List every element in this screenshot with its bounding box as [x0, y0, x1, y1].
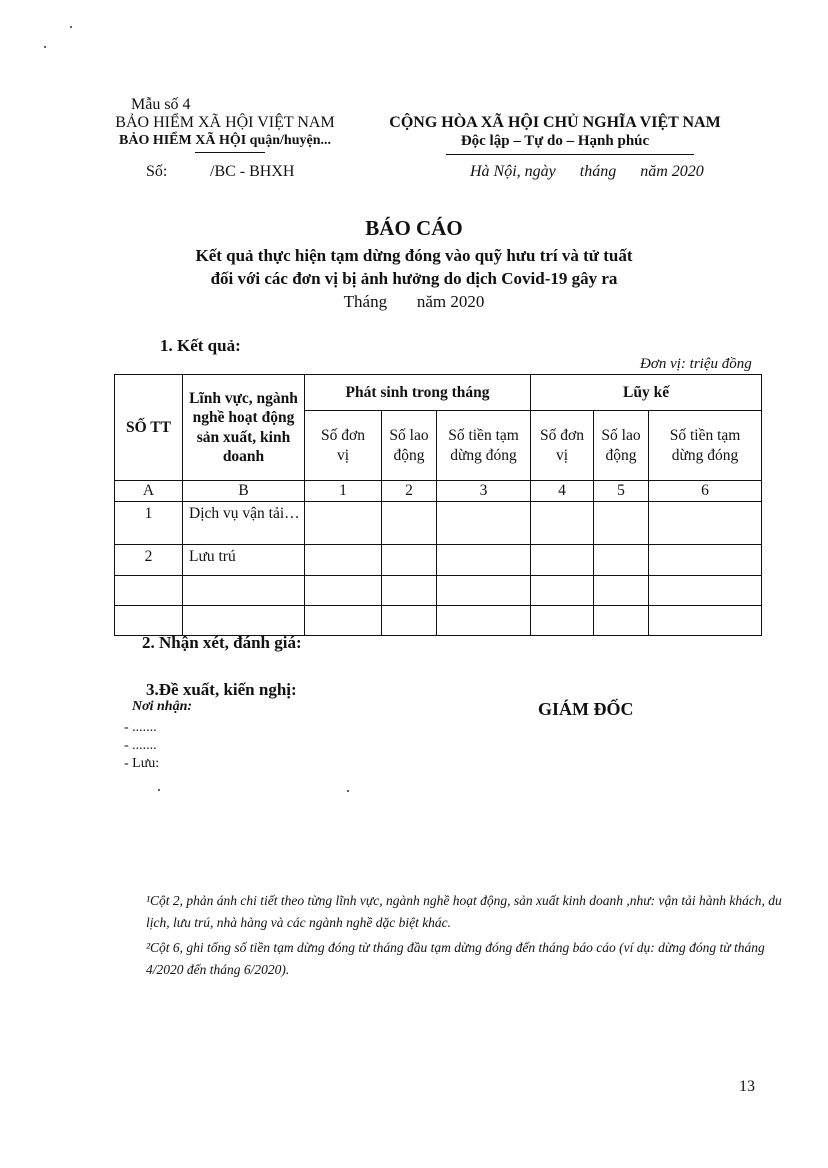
- index-cell: 2: [382, 481, 437, 502]
- row-field: Lưu trú: [183, 545, 305, 576]
- row-field: Dịch vụ vận tải…: [183, 502, 305, 545]
- recipients-label: Nơi nhận:: [132, 699, 193, 714]
- header-field: Lĩnh vực, ngành nghề hoạt động sản xuất, kinh doanh: [183, 375, 305, 481]
- data-cell: [305, 545, 382, 576]
- index-cell: 5: [594, 481, 649, 502]
- index-cell: 6: [649, 481, 762, 502]
- republic-name: CỘNG HÒA XÃ HỘI CHỦ NGHĨA VIỆT NAM: [389, 114, 721, 131]
- recipient-item: - .......: [124, 738, 157, 753]
- report-title: BÁO CÁO: [365, 216, 463, 240]
- results-table: [114, 374, 762, 636]
- header-month-units: Số đơn vị: [305, 411, 382, 481]
- report-period: Tháng năm 2020: [343, 292, 485, 311]
- data-cell: [305, 576, 382, 606]
- index-cell: 4: [531, 481, 594, 502]
- data-cell: [649, 545, 762, 576]
- data-cell: [437, 576, 531, 606]
- header-month-amount: Số tiền tạm dừng đóng: [437, 411, 531, 481]
- data-cell: [594, 606, 649, 636]
- table-row: [115, 606, 762, 636]
- data-cell: [382, 576, 437, 606]
- scan-speck: [158, 789, 160, 791]
- recipient-item: - Lưu:: [124, 756, 160, 771]
- header-stt: SỐ TT: [115, 375, 183, 481]
- doc-number-value: /BC - BHXH: [210, 163, 295, 180]
- row-stt: [115, 606, 183, 636]
- data-cell: [437, 502, 531, 545]
- scan-speck: [347, 790, 349, 792]
- data-cell: [594, 502, 649, 545]
- agency-underline: [195, 152, 265, 153]
- page-number: 13: [739, 1078, 755, 1095]
- index-cell: B: [183, 481, 305, 502]
- unit-note: Đơn vị: triệu đồng: [640, 356, 752, 372]
- data-cell: [382, 545, 437, 576]
- republic-motto: Độc lập – Tự do – Hạnh phúc: [460, 133, 650, 149]
- data-cell: [649, 502, 762, 545]
- data-cell: [305, 606, 382, 636]
- data-cell: [594, 545, 649, 576]
- index-cell: 1: [305, 481, 382, 502]
- footnote-2: ²Cột 6, ghi tổng số tiền tạm dừng đóng từ tháng đầu tạm dừng đóng đến tháng báo cáo (ví dụ: dừng đóng từ tháng 4/2020 đến tháng 6/2020).: [146, 940, 765, 977]
- row-stt: [115, 576, 183, 606]
- report-subtitle-2: đối với các đơn vị bị ảnh hưởng do dịch Covid-19 gây ra: [210, 269, 618, 288]
- index-cell: 3: [437, 481, 531, 502]
- header-cum-workers: Số lao động: [594, 411, 649, 481]
- row-stt: 2: [115, 545, 183, 576]
- agency-branch: BẢO HIỂM XÃ HỘI quận/huyện...: [119, 133, 331, 148]
- row-field: [183, 606, 305, 636]
- doc-number-label: Số:: [146, 163, 168, 180]
- data-cell: [382, 606, 437, 636]
- form-number: Mẫu số 4: [131, 96, 191, 113]
- index-cell: A: [115, 481, 183, 502]
- header-cum-amount: Số tiền tạm dừng đóng: [649, 411, 762, 481]
- header-cum-units: Số đơn vị: [531, 411, 594, 481]
- data-cell: [382, 502, 437, 545]
- row-field: [183, 576, 305, 606]
- data-cell: [649, 606, 762, 636]
- report-subtitle-1: Kết quả thực hiện tạm dừng đóng vào quỹ hưu trí và tử tuất: [195, 246, 633, 265]
- data-cell: [305, 502, 382, 545]
- data-cell: [531, 545, 594, 576]
- recipient-item: - .......: [124, 720, 157, 735]
- header-group-month: Phát sinh trong tháng: [305, 375, 531, 411]
- scan-speck: [44, 46, 46, 48]
- header-month-workers: Số lao động: [382, 411, 437, 481]
- header-group-cumulative: Lũy kế: [531, 375, 762, 411]
- data-cell: [531, 606, 594, 636]
- data-cell: [437, 545, 531, 576]
- place-date: Hà Nội, ngày tháng năm 2020: [470, 163, 704, 180]
- agency-name: BẢO HIỂM XÃ HỘI VIỆT NAM: [115, 114, 335, 131]
- data-cell: [531, 576, 594, 606]
- table-row: [115, 545, 762, 576]
- scan-speck: [70, 26, 72, 28]
- data-cell: [437, 606, 531, 636]
- footnote-1: ¹Cột 2, phản ánh chi tiết theo từng lĩnh vực, ngành nghề hoạt động, sản xuất kinh doanh ,như: vận tải hành khách, du lịch, lưu trú, nhà hàng và các ngành nghề dặc biệt khác.: [146, 893, 782, 930]
- section-1-heading: 1. Kết quả:: [160, 336, 241, 355]
- data-cell: [594, 576, 649, 606]
- section-3-heading: 3.Đề xuất, kiến nghị:: [146, 680, 297, 699]
- section-2-heading: 2. Nhận xét, đánh giá:: [142, 633, 302, 652]
- data-cell: [531, 502, 594, 545]
- motto-underline: [446, 154, 694, 155]
- table-row: [115, 502, 762, 545]
- table-row: [115, 576, 762, 606]
- data-cell: [649, 576, 762, 606]
- row-stt: 1: [115, 502, 183, 545]
- signature-title: GIÁM ĐỐC: [538, 699, 634, 719]
